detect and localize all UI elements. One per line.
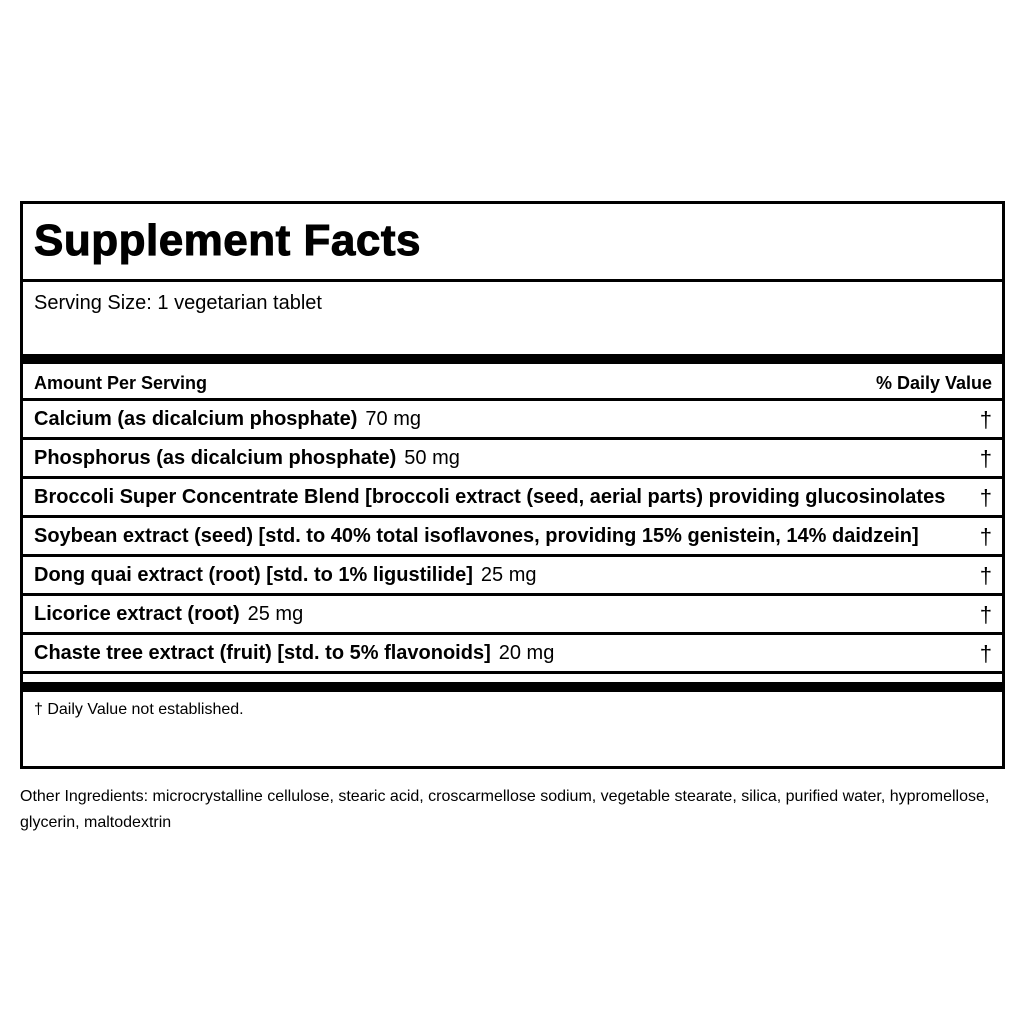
nutrient-row [23, 437, 1002, 476]
daily-value-dagger: † [979, 407, 992, 432]
nutrient-name: Broccoli Super Concentrate Blend [broccoli extract (seed, aerial parts) providing glucosinolates [34, 486, 946, 508]
daily-value-dagger: † [979, 524, 992, 549]
amount-per-serving-label: Amount Per Serving [34, 373, 208, 393]
supplement-facts-panel [20, 201, 1005, 769]
serving-size: Serving Size: 1 vegetarian tablet [34, 292, 322, 314]
daily-value-dagger: † [979, 563, 992, 588]
thick-divider-top [23, 354, 1002, 364]
nutrient-row [23, 554, 1002, 593]
daily-value-footnote: † Daily Value not established. [34, 701, 244, 718]
nutrient-amount: 50 mg [404, 447, 460, 469]
nutrient-name: Calcium (as dicalcium phosphate) [34, 408, 358, 430]
nutrient-amount: 25 mg [480, 564, 537, 586]
daily-value-dagger: † [979, 446, 992, 471]
nutrient-amount: 25 mg [247, 603, 304, 625]
nutrient-row [23, 593, 1002, 632]
other-ingredients: Other Ingredients: microcrystalline cellulose, stearic acid, croscarmellose sodium, vegetable stearate, silica, purified water, hypromellose, glycerin, maltodextrin [20, 788, 990, 831]
nutrient-name: Dong quai extract (root) [std. to 1% ligustilide] [34, 564, 473, 586]
daily-value-dagger: † [979, 485, 992, 510]
nutrient-row [23, 515, 1002, 554]
nutrient-name: Licorice extract (root) [34, 603, 240, 625]
panel-title-bar [23, 204, 1002, 282]
nutrient-name: Soybean extract (seed) [std. to 40% total isoflavones, providing 15% genistein, 14% daidzein] [34, 525, 919, 547]
nutrient-amount: 70 mg [365, 408, 422, 430]
nutrient-row [23, 476, 1002, 515]
nutrient-amount: 20 mg [498, 642, 555, 664]
daily-value-dagger: † [979, 602, 992, 627]
amount-header-row [23, 364, 1002, 398]
nutrient-name: Phosphorus (as dicalcium phosphate) [34, 447, 397, 469]
thin-divider-bottom [23, 671, 1002, 674]
nutrient-row [23, 398, 1002, 437]
nutrient-row [23, 632, 1002, 671]
daily-value-dagger: † [979, 641, 992, 666]
panel-title: Supplement Facts [34, 216, 421, 265]
daily-value-label: % Daily Value [875, 373, 992, 393]
thick-divider-bottom [23, 682, 1002, 692]
nutrient-name: Chaste tree extract (fruit) [std. to 5% flavonoids] [34, 642, 491, 664]
